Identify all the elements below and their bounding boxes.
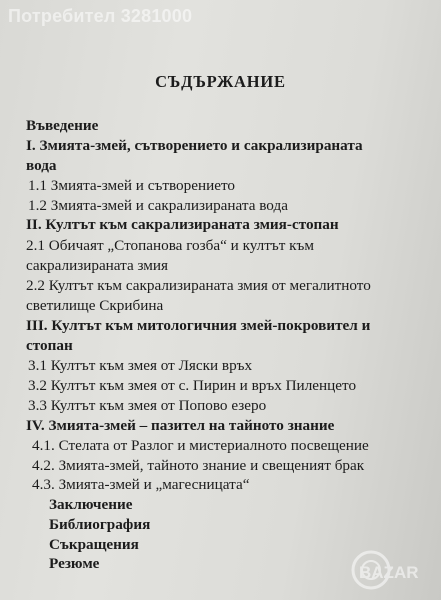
page-title: СЪДЪРЖАНИЕ <box>155 72 286 91</box>
toc-entry: 3.1 Култът към змея от Ляски връх <box>28 357 253 374</box>
toc-entry: 4.1. Стелата от Разлог и мистериалното посвещение <box>32 437 369 454</box>
toc-entry: Съкращения <box>49 536 139 553</box>
toc-entry: III. Култът към митологичния змей-покровител и <box>26 317 371 334</box>
toc-entry: светилище Скрибина <box>26 297 164 314</box>
toc-entry: Резюме <box>49 555 100 572</box>
toc-entry: 4.3. Змията-змей и „магесницата“ <box>32 476 250 493</box>
toc-entry: 1.2 Змията-змей и сакрализираната вода <box>28 197 288 214</box>
toc-entry: II. Култът към сакрализираната змия-стопан <box>26 216 339 233</box>
toc-entry: 1.1 Змията-змей и сътворението <box>28 177 235 194</box>
toc-entry: Заключение <box>49 496 133 513</box>
user-watermark: Потребител 3281000 <box>8 6 193 26</box>
toc-entry: вода <box>26 157 57 174</box>
toc-entry: стопан <box>26 337 73 354</box>
logo-text: BAZAR <box>359 563 419 582</box>
toc-entry: 3.2 Култът към змея от с. Пирин и връх Пиленцето <box>28 377 357 394</box>
toc-entry: Въведение <box>26 117 99 134</box>
toc-entry: IV. Змията-змей – пазител на тайното знание <box>26 417 335 434</box>
toc-entry: Библиография <box>49 516 151 533</box>
toc-entry: I. Змията-змей, сътворението и сакрализираната <box>26 137 363 154</box>
toc-entry: 2.2 Култът към сакрализираната змия от мегалитното <box>26 277 371 294</box>
bazar-logo <box>345 548 437 592</box>
toc-entry: 2.1 Обичаят „Стопанова гозба“ и култът към <box>26 237 315 254</box>
toc-entry: 4.2. Змията-змей, тайното знание и свещеният брак <box>32 457 365 474</box>
toc-entry: 3.3 Култът към змея от Попово езеро <box>28 397 267 414</box>
toc-entry: сакрализираната змия <box>26 257 169 274</box>
